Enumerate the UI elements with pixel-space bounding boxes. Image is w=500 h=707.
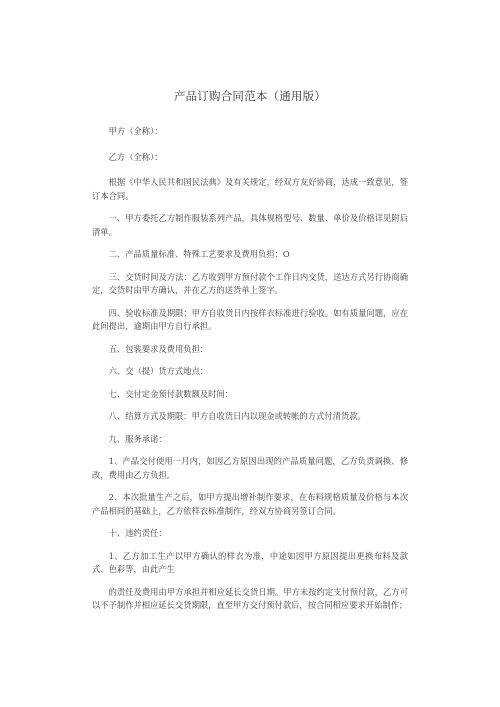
clause-6: 六、交（提）货方式地点：	[108, 366, 209, 376]
clause-10-item-1: 1、乙方加工生产以甲方确认的样衣为准，中途如因甲方原因提出更换布料及款式、色彩等，由此产生	[92, 550, 408, 574]
clause-1: 一、甲方委托乙方制作服装系列产品，具体规格型号、数量、单价及价格详见附后清单。	[92, 213, 408, 237]
party-a-line: 甲方（全称）：	[108, 126, 163, 136]
document-body	[92, 125, 408, 617]
clause-9-item-1: 1、产品交付使用一月内，如因乙方原因出现的产品质量问题，乙方负责调换、修改，费用由乙方负担。	[92, 456, 408, 480]
preamble-paragraph: 根据《中华人民共和国民法典》及有关规定，经双方友好协商，达成一致意见，签订本合同。	[92, 177, 408, 201]
clause-4: 四、验收标准及期限：甲方自收货日内按样衣标准进行验收。如有质量问题，应在此间提出，逾期由甲方自行承担。	[92, 307, 408, 331]
clause-7: 七、交付定金预付款数额及时间：	[108, 388, 234, 399]
clause-9-heading: 九、服务承诺：	[108, 433, 167, 444]
clause-3: 三、交货时间及方法：乙方收到甲方预付款个工作日内交货，送达方式另行协商确定，交货时由甲方确认，并在乙方的送货单上签字。	[92, 271, 408, 295]
party-b-line: 乙方（全称）：	[108, 151, 163, 162]
document-title: 产品订购合同范本（通用版）	[173, 89, 327, 103]
clause-10-continuation: 的责任及费用由甲方承担并相应延长交货日期。甲方未按约定支付预付款，乙方可以不予制作并相应延长交货期限，直至甲方交付预付款后，按合同相应要求开始制作；	[92, 586, 408, 610]
clause-9-item-2: 2、本次批量生产之后，如甲方提出增补制作要求，在布料规格质量及价格与本次产品相同的基础上，乙方依样衣标准制作，经双方协商另签订合同。	[92, 492, 408, 516]
clause-2: 二、产品质量标准、特殊工艺要求及费用负担：O	[108, 249, 290, 259]
clause-8: 八、结算方式及期限：甲方自收货日内以现金或转帐的方式付清货款。	[108, 411, 366, 421]
clause-10-heading: 十、违约责任：	[108, 528, 167, 538]
clause-5: 五、包装要求及费用负担：	[108, 343, 209, 354]
